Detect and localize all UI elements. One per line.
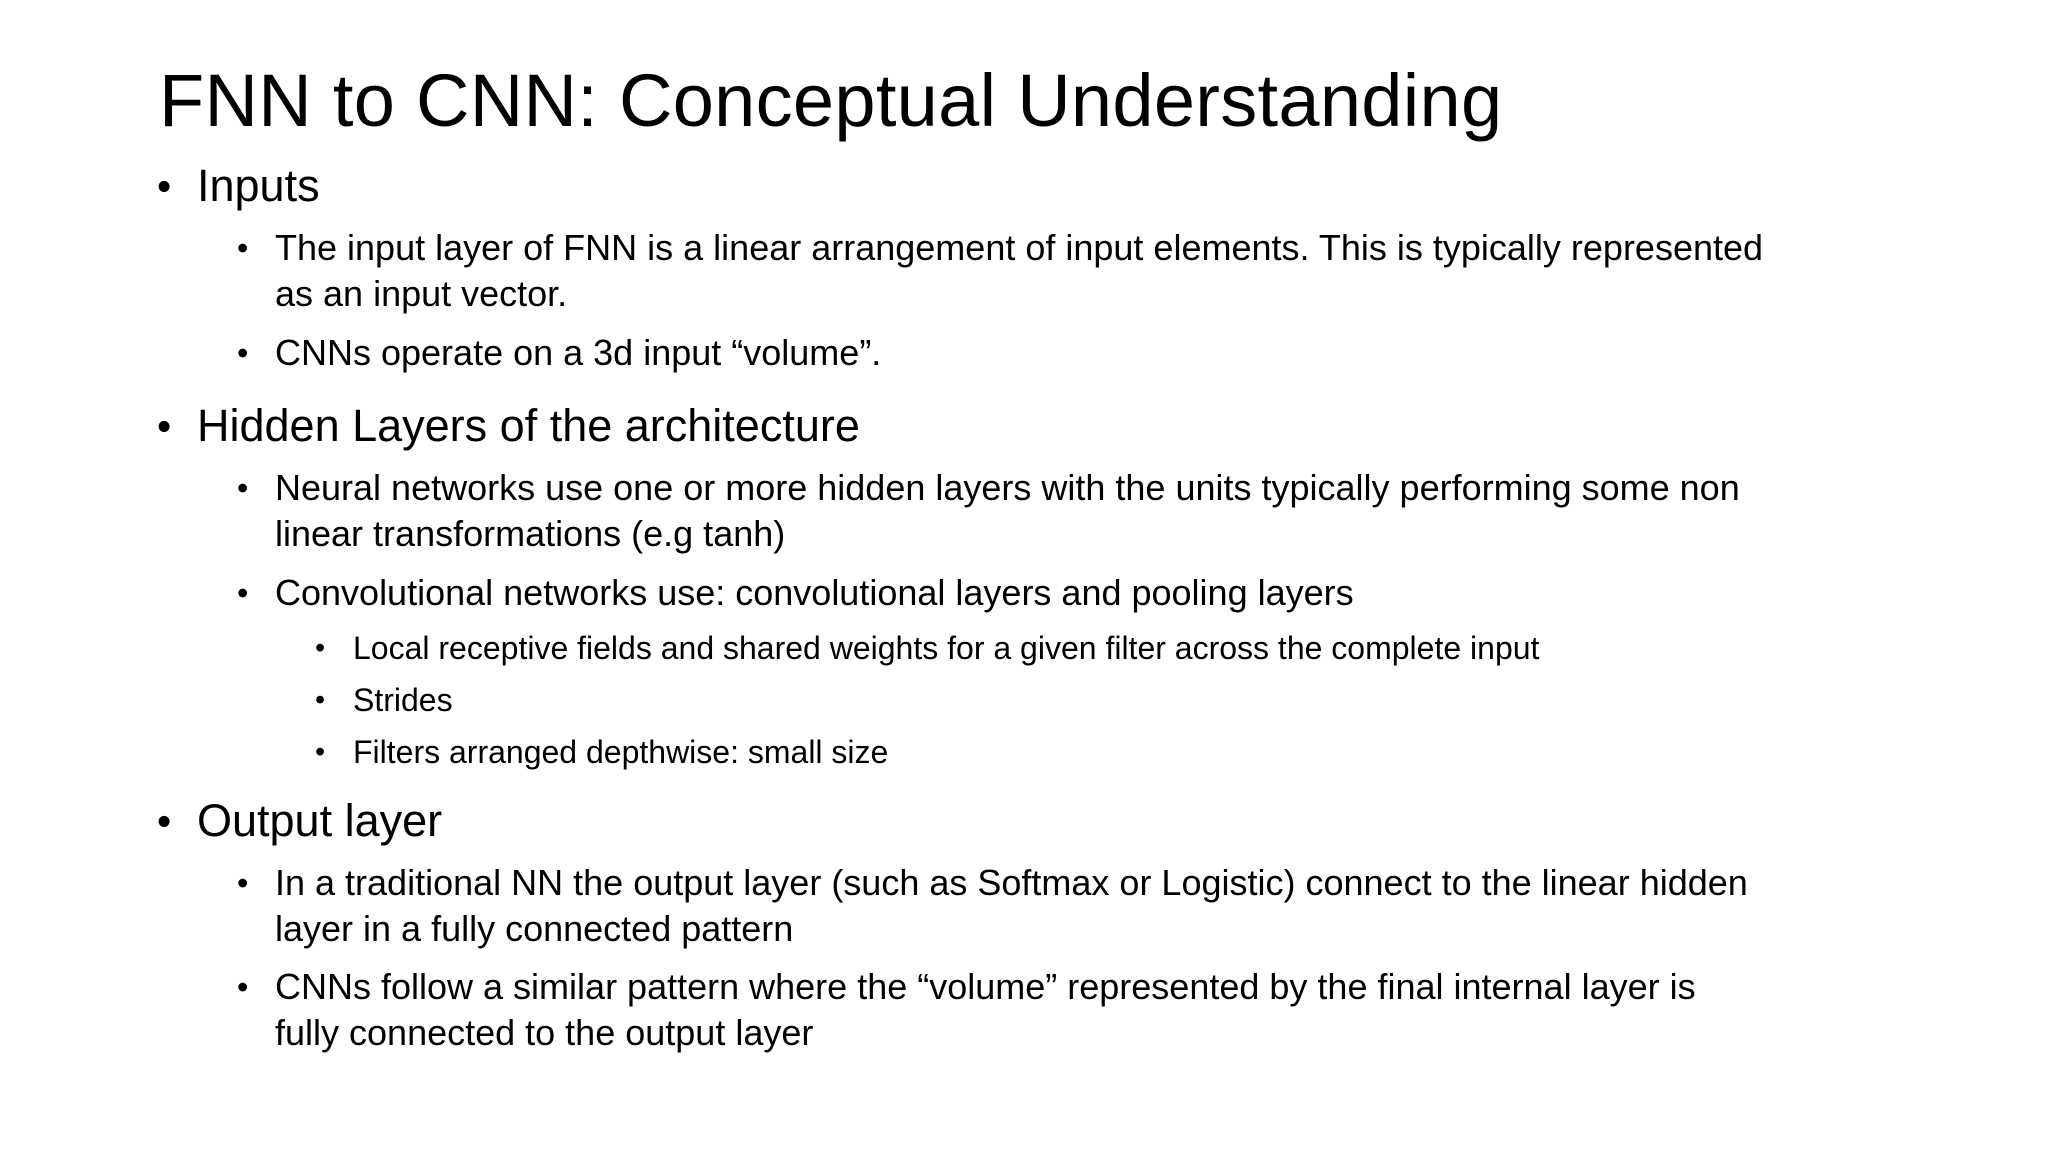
list-item: [237, 860, 1748, 952]
list-item: [237, 964, 1696, 1056]
sub-list-item-text: Strides: [353, 682, 453, 718]
section-heading-text: Output layer: [197, 795, 443, 846]
list-item: [237, 225, 1764, 317]
bullet-icon: •: [237, 575, 249, 611]
list-item-text: Neural networks use one or more hidden layers with the units typically performing some non: [275, 467, 1740, 508]
slide-title: FNN to CNN: Conceptual Understanding: [159, 59, 1503, 142]
list-item-text: CNNs operate on a 3d input “volume”.: [275, 332, 882, 373]
section-heading-text: Hidden Layers of the architecture: [197, 400, 860, 451]
list-item-text: In a traditional NN the output layer (such as Softmax or Logistic) connect to the linear hidden: [275, 862, 1748, 903]
section-heading-output-layer: [157, 795, 443, 847]
bullet-icon: •: [315, 632, 326, 664]
section-heading-inputs: [157, 160, 320, 212]
bullet-icon: •: [315, 684, 326, 716]
bullet-icon: •: [237, 335, 249, 371]
sub-list-item-text: Filters arranged depthwise: small size: [353, 734, 889, 770]
sub-list-item: [315, 732, 889, 772]
list-item-text: Convolutional networks use: convolutional layers and pooling layers: [275, 572, 1354, 613]
list-item: [237, 330, 882, 376]
list-item: [237, 570, 1354, 616]
section-heading-hidden-layers: [157, 400, 860, 452]
list-item: [237, 465, 1740, 557]
bullet-icon: •: [315, 736, 326, 768]
sub-list-item: [315, 680, 453, 720]
bullet-icon: •: [237, 969, 249, 1005]
list-item-text-continued: as an input vector.: [275, 273, 568, 314]
list-item-text: The input layer of FNN is a linear arrangement of input elements. This is typically represented: [275, 227, 1764, 268]
list-item-text: CNNs follow a similar pattern where the “volume” represented by the final internal layer is: [275, 966, 1696, 1007]
bullet-icon: •: [157, 163, 172, 209]
bullet-icon: •: [237, 230, 249, 266]
bullet-icon: •: [157, 798, 172, 844]
bullet-icon: •: [157, 403, 172, 449]
list-item-text-continued: linear transformations (e.g tanh): [275, 513, 786, 554]
bullet-icon: •: [237, 865, 249, 901]
section-heading-text: Inputs: [197, 160, 320, 211]
list-item-text-continued: layer in a fully connected pattern: [275, 908, 794, 949]
sub-list-item-text: Local receptive fields and shared weights for a given filter across the complete input: [353, 630, 1540, 666]
list-item-text-continued: fully connected to the output layer: [275, 1012, 814, 1053]
sub-list-item: [315, 628, 1540, 668]
bullet-icon: •: [237, 470, 249, 506]
